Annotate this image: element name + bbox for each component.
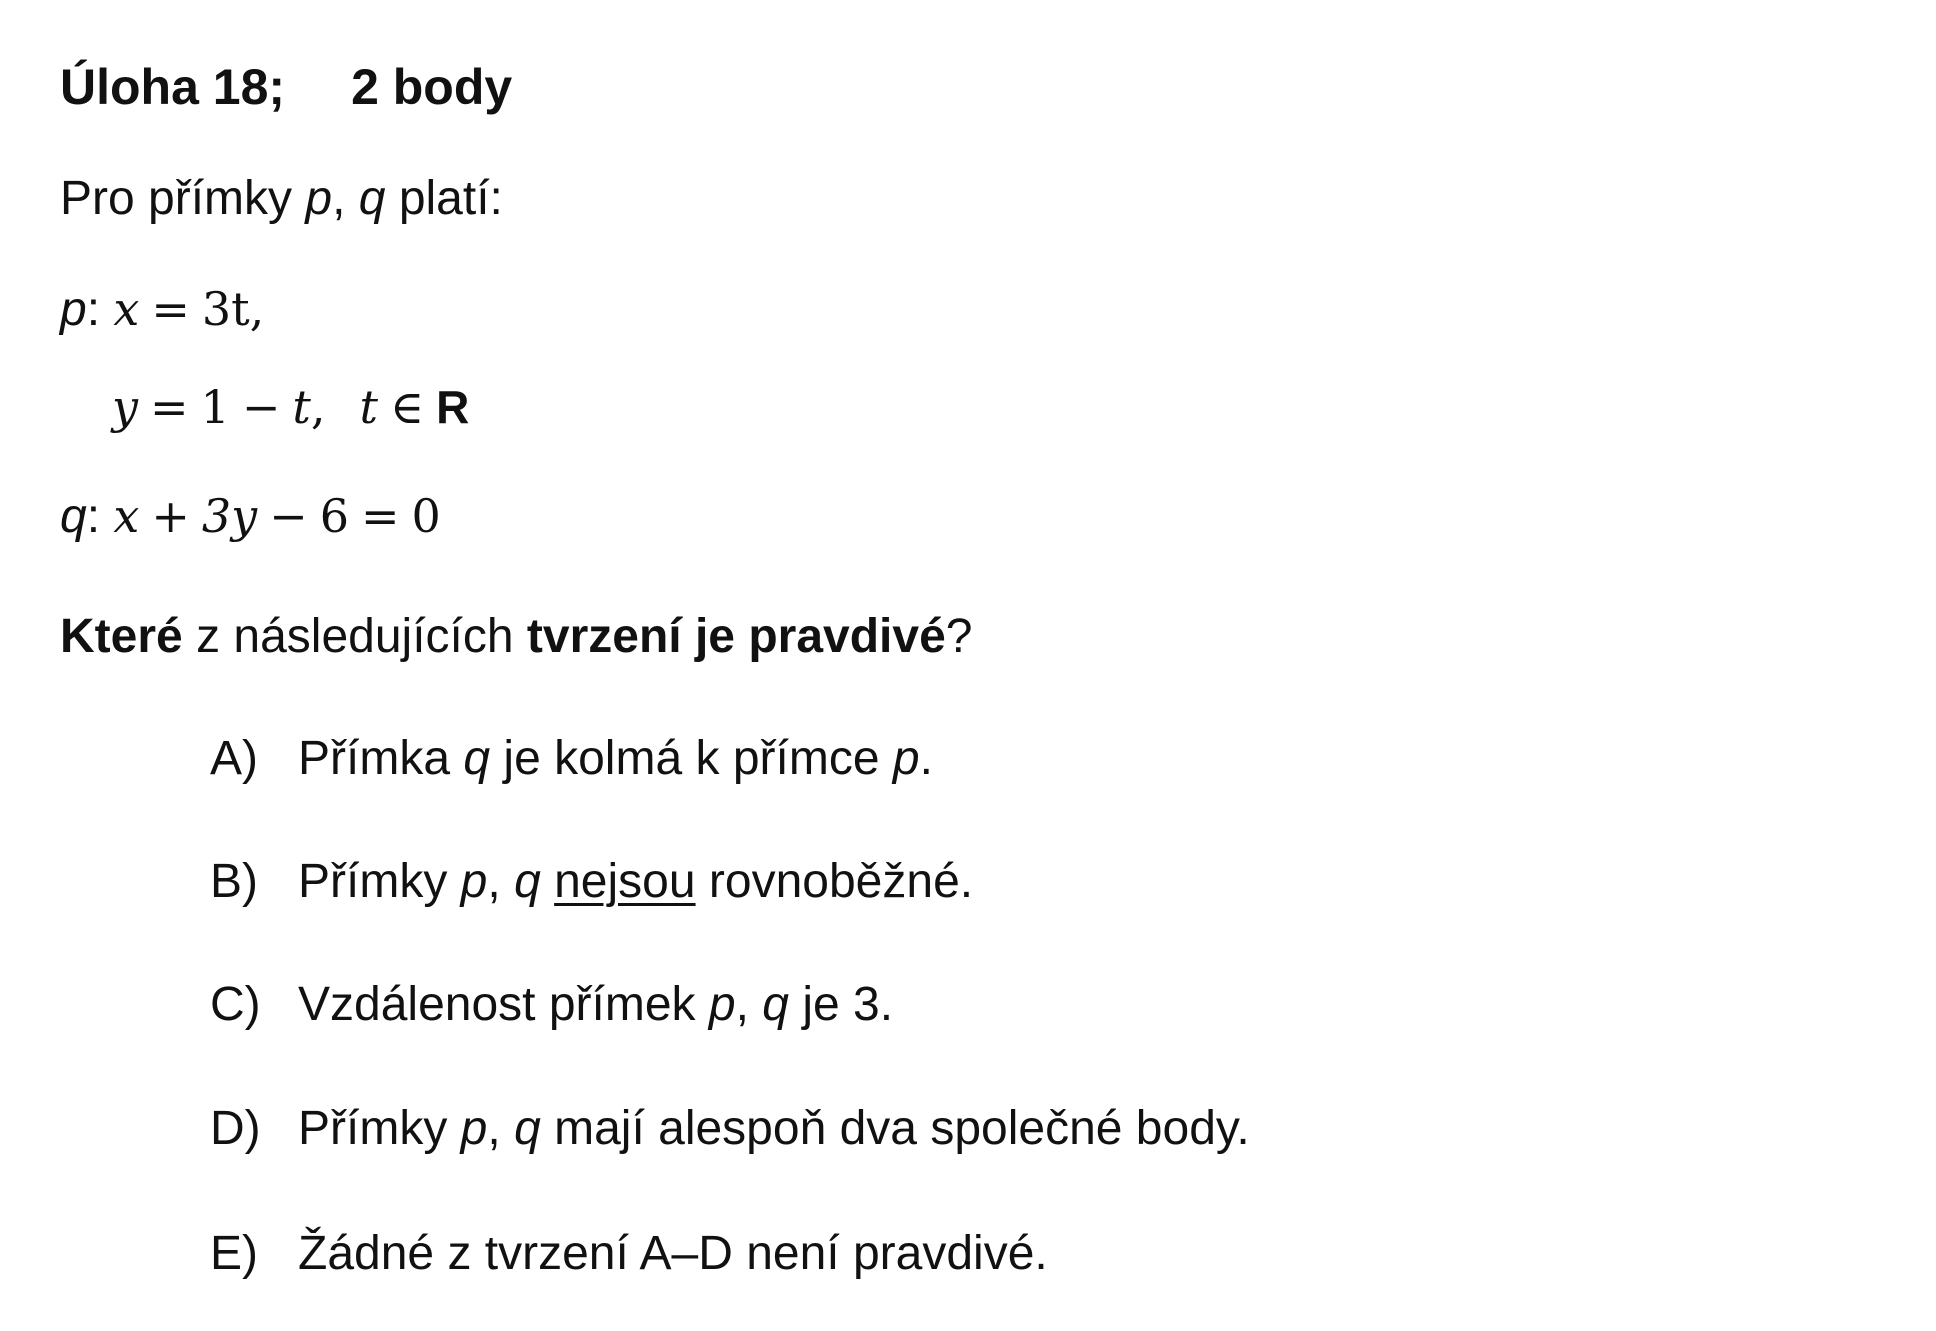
eq-q-minus: − <box>269 489 308 543</box>
eq-q-zero: 0 <box>411 489 441 543</box>
option-text: Přímka <box>298 732 451 785</box>
task-number: Úloha 18; <box>60 59 286 115</box>
eq-p2-comma: , <box>310 380 326 434</box>
eq-p2-set: R <box>436 381 470 433</box>
equation-p-label: p <box>60 283 87 336</box>
intro-text <box>60 170 503 228</box>
task-points: 2 body <box>351 59 513 115</box>
eq-p2-lhs: y <box>112 380 138 434</box>
intro-line-p: p <box>305 172 333 225</box>
question-text <box>60 608 972 666</box>
eq-p2-in: ∈ <box>390 380 425 434</box>
option-e[interactable] <box>210 1225 1048 1283</box>
intro-line-q: q <box>358 172 386 225</box>
option-var: q <box>514 1102 541 1155</box>
option-text: , <box>487 855 501 908</box>
option-text: Přímky <box>298 855 448 908</box>
option-var: p <box>708 978 736 1031</box>
option-letter: B) <box>210 855 258 908</box>
option-var: p <box>892 732 920 785</box>
question-mid: z následujících <box>196 610 514 663</box>
eq-p1-trail: , <box>249 282 265 336</box>
option-text: . <box>919 732 933 785</box>
option-var: q <box>762 978 789 1031</box>
option-text: , <box>735 978 749 1031</box>
option-text: Vzdálenost přímek <box>298 978 696 1031</box>
eq-q-plus: + <box>151 489 190 543</box>
option-var: q <box>463 732 491 785</box>
eq-p2-equals: = <box>150 380 189 434</box>
option-text: mají alespoň dva společné body. <box>554 1102 1250 1155</box>
option-var: q <box>514 855 541 908</box>
eq-q-x: x <box>113 489 140 543</box>
eq-q-equals: = <box>360 489 400 543</box>
option-a[interactable] <box>210 730 933 788</box>
eq-p2-t: t <box>292 380 311 434</box>
option-letter: A) <box>210 732 258 785</box>
option-text: , <box>487 1102 501 1155</box>
eq-p2-param: t <box>359 380 378 434</box>
eq-p1-rhs: 3t <box>201 282 250 336</box>
option-c[interactable] <box>210 976 893 1034</box>
eq-q-six: 6 <box>319 489 349 543</box>
option-text: Přímky <box>298 1102 448 1155</box>
question-bold-1: Které <box>60 610 183 663</box>
option-letter: D) <box>210 1102 261 1155</box>
equation-q: q: x + 3y − 6 = 0 <box>60 489 441 543</box>
eq-q-3y: 3y <box>201 489 258 543</box>
option-d[interactable] <box>210 1100 1250 1158</box>
equation-p-line-1: p: x = 3t, <box>60 282 265 336</box>
question-bold-2: tvrzení je pravdivé <box>526 610 946 663</box>
intro-lead: Pro přímky <box>60 172 293 225</box>
option-var: p <box>460 855 488 908</box>
option-b[interactable] <box>210 853 973 911</box>
eq-p2-one: 1 <box>200 380 230 434</box>
option-text: rovnoběžné. <box>708 855 974 908</box>
question-end: ? <box>945 610 973 663</box>
option-text: je kolmá k přímce <box>503 732 880 785</box>
eq-p1-lhs: x <box>113 282 140 336</box>
option-var: p <box>460 1102 488 1155</box>
eq-p2-minus: − <box>241 380 281 434</box>
option-letter: E) <box>210 1227 258 1280</box>
intro-comma: , <box>332 172 346 225</box>
option-letter: C) <box>210 978 261 1031</box>
eq-p1-equals: = <box>151 282 190 336</box>
task-title <box>60 58 512 116</box>
equation-q-label: q <box>60 490 87 543</box>
intro-tail: platí: <box>398 172 503 225</box>
option-text: je 3. <box>802 978 894 1031</box>
equation-p-line-2 <box>112 378 469 437</box>
option-underlined: nejsou <box>554 855 696 908</box>
option-text: Žádné z tvrzení A–D není pravdivé. <box>298 1227 1048 1280</box>
